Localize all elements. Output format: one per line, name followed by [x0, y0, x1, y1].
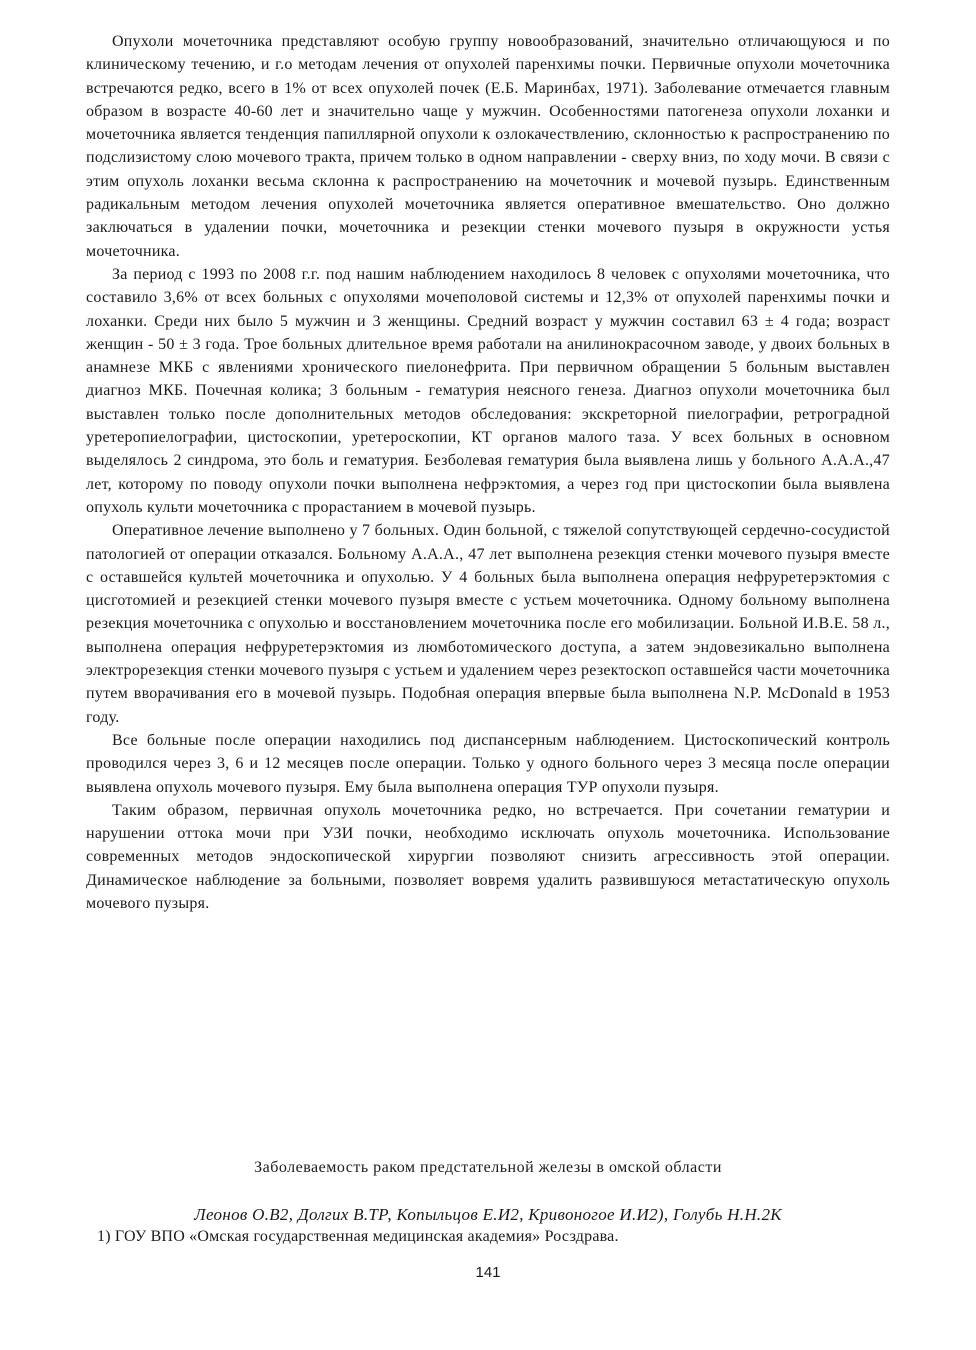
- next-article-authors: Леонов О.В2, Долгих В.ТР, Копыльцов Е.И2, Кривоногое И.И2), Голубь Н.Н.2К: [194, 1205, 782, 1224]
- page-number: 141: [475, 1264, 501, 1281]
- paragraph-surgery: Оперативное лечение выполнено у 7 больных. Один больной, с тяжелой сопутствующей сердечно-сосудистой патологией от операции отказался. Больному А.А.А., 47 лет выполнена резекция стенки мочевого пузыря вместе с оставшейся культей мочеточника и опухолью. У 4 больных была выполнена операция нефруретерэктомия с цисготомией и резекцией стенки мочевого пузыря вместе с устьем мочеточника. Одному больному выполнена резекция мочеточника с опухолью и восстановлением мочеточника после его мобилизации. Больной И.В.Е. 58 л., выполнена операция нефруретерэктомия из люмботомического доступа, а затем эндовезикально выполнена электрорезекция стенки мочевого пузыря с устьем и удалением через резектоскоп оставшейся части мочеточника путем вворачивания его в мочевой пузырь. Подобная операция впервые была выполнена N.P. McDonald в 1953 году.: [86, 522, 890, 726]
- paragraph-followup: Все больные после операции находились под диспансерным наблюдением. Цистоскопический контроль проводился через 3, 6 и 12 месяцев после операции. Только у одного больного через 3 месяца после операции выявлена опухоль мочевого пузыря. Ему была выполнена операция ТУР опухоли пузыря.: [86, 731, 890, 796]
- paragraph-conclusion: Таким образом, первичная опухоль мочеточника редко, но встречается. При сочетании гематурии и нарушении оттока мочи при УЗИ почки, необходимо исключать опухоль мочеточника. Использование современных методов эндоскопической хирургии позволяют снизить агрессивность этой операции. Динамическое наблюдение за больными, позволяет вовремя удалить развившуюся метастатическую опухоль мочевого пузыря.: [86, 801, 890, 912]
- paragraph-cohort: За период с 1993 по 2008 г.г. под нашим наблюдением находилось 8 человек с опухолями мочеточника, что составило 3,6% от всех больных с опухолями мочеполовой системы и 12,3% от опухолей паренхимы почки и лоханки. Среди них было 5 мужчин и 3 женщины. Средний возраст у мужчин составил 63 ± 4 года; возраст женщин - 50 ± 3 года. Трое больных длительное время работали на анилинокрасочном заводе, у двоих больных в анамнезе МКБ с явлениями хронического пиелонефрита. При первичном обращении 5 больным выставлен диагноз МКБ. Почечная колика; 3 больным - гематурия неясного генеза. Диагноз опухоли мочеточника был выставлен только после дополнительных методов обследования: экскреторной пиелографии, ретроградной уретеропиелографии, цистоскопии, уретероскопии, КТ органов малого таза. У всех больных в основном выделялось 2 синдрома, это боль и гематурия. Безболевая гематурия была выявлена лишь у больного А.А.А.,47 лет, которому по поводу опухоли почки выполнена нефрэктомия, а через год при цистоскопии была выявлена опухоль культи мочеточника с прорастанием в мочевой пузырь.: [86, 265, 890, 516]
- next-article-title: Заболеваемость раком предстательной железы в омской области: [254, 1159, 722, 1176]
- article-body: [86, 30, 890, 915]
- next-article-affiliation: 1) ГОУ ВПО «Омская государственная медицинская академия» Росздрава.: [97, 1228, 619, 1245]
- paragraph-intro: Опухоли мочеточника представляют особую группу новообразований, значительно отличающуюся и по клиническому течению, и г.о методам лечения от опухолей паренхимы почки. Первичные опухоли мочеточника встречаются редко, всего в 1% от всех опухолей почек (Е.Б. Маринбах, 1971). Заболевание отмечается главным образом в возрасте 40-60 лет и значительно чаще у мужчин. Особенностями патогенеза опухоли лоханки и мочеточника является тенденция папиллярной опухоли к озлокачествлению, склонностью к распространению по подслизистому слою мочевого тракта, причем только в одном направлении - сверху вниз, по ходу мочи. В связи с этим опухоль лоханки весьма склонна к распространению на мочеточник и мочевой пузырь. Единственным радикальным методом лечения опухолей мочеточника является оперативное вмешательство. Оно должно заключаться в удалении почки, мочеточника и резекции стенки мочевого пузыря в окружности устья мочеточника.: [86, 33, 890, 260]
